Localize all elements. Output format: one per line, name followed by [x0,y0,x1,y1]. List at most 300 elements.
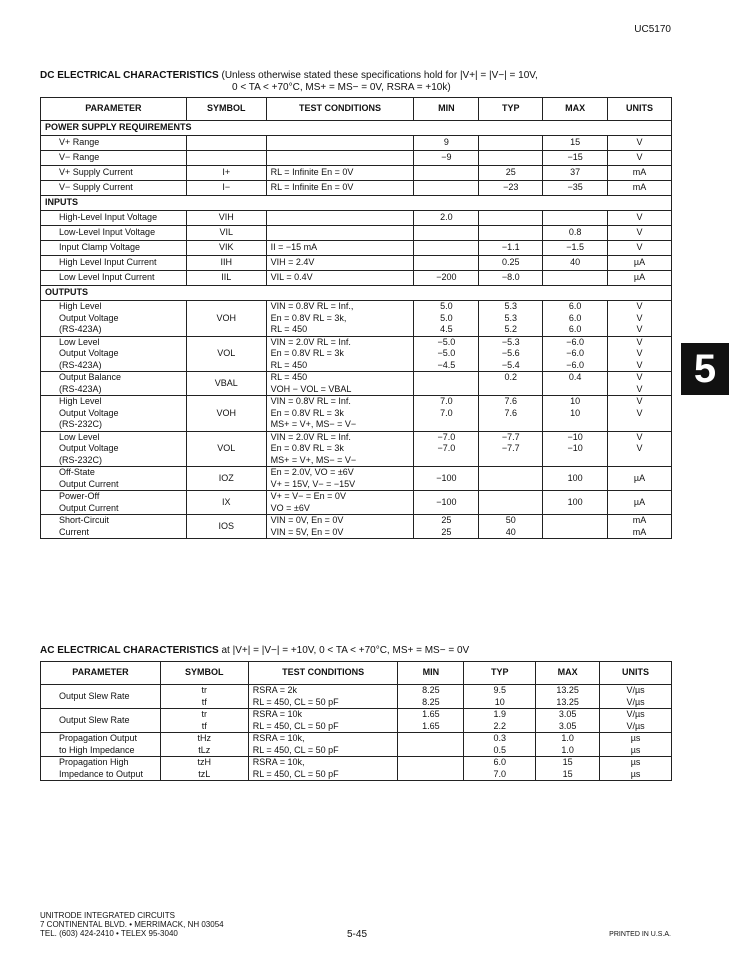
units-cell [600,733,672,757]
parameter-cell-line: High Level [59,396,102,406]
typ-cell [464,685,536,709]
typ-cell [479,491,543,515]
typ-cell-line: 10 [494,696,505,707]
max-cell [543,271,608,286]
test-conditions-cell [266,256,414,271]
max-cell-line: 100 [567,472,583,483]
max-cell-line: −6.0 [566,348,584,358]
min-cell-line: −5.0 [437,348,456,358]
test-conditions-cell [248,733,398,757]
test-conditions-cell-line: RSRA = 10k, [252,757,305,767]
test-conditions-cell-line: VIL = 0.4V [270,272,313,283]
parameter-cell-line: Output Slew Rate [59,714,130,725]
units-cell-line: mA [632,167,647,178]
units-cell [608,211,672,226]
units-cell-line: µs [630,768,641,779]
typ-cell [479,431,543,467]
footer-address: 7 CONTINENTAL BLVD. • MERRIMACK, NH 03054 [40,920,224,929]
parameter-cell [41,301,187,337]
typ-cell [479,181,543,196]
test-conditions-cell-line: RL = 450 [270,359,308,370]
table-row [41,372,672,396]
symbol-cell [160,733,248,757]
parameter-cell-line: Propagation High [59,757,129,767]
min-cell [414,181,479,196]
typ-cell-line: −5.6 [501,348,520,358]
min-cell-line: 4.5 [440,324,453,334]
test-conditions-cell-line: RL = 450 [270,372,308,382]
footer-contact: TEL. (603) 424-2410 • TELEX 95-3040 [40,929,178,938]
units-cell-line: mA [632,526,647,537]
typ-cell [464,733,536,757]
max-cell-line: 1.0 [561,733,574,743]
parameter-cell-line: Low-Level Input Voltage [59,227,156,238]
min-cell [414,301,479,337]
symbol-cell-line: tf [201,720,207,731]
dc-column-header: MAX [543,98,608,121]
test-conditions-cell [248,685,398,709]
typ-cell [464,709,536,733]
symbol-cell: VOH [186,301,266,337]
typ-cell-line: 7.6 [504,407,517,418]
max-cell-line: −6.0 [566,359,584,370]
min-cell [398,757,464,781]
units-cell-line: V [636,152,643,163]
units-cell [608,241,672,256]
symbol-cell [160,709,248,733]
test-conditions-cell [266,151,414,166]
symbol-cell: VBAL [186,372,266,396]
symbol-cell [186,136,266,151]
parameter-cell [41,396,187,432]
symbol-cell [160,685,248,709]
symbol-cell-line: tLz [198,744,211,755]
typ-cell-line [483,497,538,509]
test-conditions-cell-line: RL = 450, CL = 50 pF [252,768,339,779]
min-cell [414,211,479,226]
max-cell-line [547,384,603,396]
parameter-cell-line: Low Level [59,431,100,442]
test-conditions-cell-line [271,212,410,224]
typ-cell-line: 7.0 [493,768,507,779]
units-cell [608,166,672,181]
units-cell-line: V [636,383,643,394]
parameter-cell-line: Output Voltage [59,407,119,418]
min-cell-line: 8.25 [422,696,440,707]
min-cell-line [418,242,474,254]
typ-cell-line: 0.5 [493,744,507,755]
max-cell-line: 10 [570,396,581,406]
symbol-cell [186,151,266,166]
typ-cell-line: −5.3 [501,336,520,347]
symbol-cell-line: tr [201,709,208,719]
symbol-cell-line: tHz [197,733,212,743]
units-cell-line: V [636,336,643,347]
test-conditions-cell-line: En = 0.8V RL = 3k, [270,312,347,323]
max-cell [543,467,608,491]
dc-group-row [41,121,672,136]
test-conditions-cell [266,226,414,241]
min-cell-line: −4.5 [437,359,456,370]
units-cell-line: V [636,431,643,442]
test-conditions-cell-line: VO = ±6V [270,502,310,513]
parameter-cell [41,733,161,757]
min-cell-line: 7.0 [440,396,453,406]
min-cell [414,166,479,181]
min-cell-line: 8.25 [422,685,440,695]
part-number: UC5170 [634,24,671,35]
test-conditions-cell-line: VIN = 2.0V RL = Inf. [270,431,351,442]
typ-cell [479,396,543,432]
min-cell-line [418,182,474,194]
max-cell-line: 1.0 [561,744,574,755]
max-cell-line: 15 [562,757,573,767]
test-conditions-cell-line: MS+ = V+, MS− = V− [270,419,357,429]
max-cell [543,226,608,241]
dc-section-title [40,70,538,94]
min-cell [398,709,464,733]
symbol-cell: VIH [186,211,266,226]
parameter-cell [41,151,187,166]
typ-cell-line: 1.9 [493,709,507,719]
units-cell-line: µA [633,257,646,268]
parameter-cell [41,431,187,467]
min-cell [414,241,479,256]
symbol-cell: VOH [186,396,266,432]
units-cell-line: V [636,396,643,406]
printed-notice: PRINTED IN U.S.A. [609,931,671,938]
max-cell [543,211,608,226]
test-conditions-cell-line: RL = Infinite En = 0V [270,167,354,178]
max-cell-line [547,272,603,284]
symbol-cell-line: tf [201,696,207,707]
units-cell-line: µs [630,744,641,755]
min-cell-line [418,167,474,179]
ac-characteristics-table [40,661,672,781]
min-cell-line [402,757,459,769]
test-conditions-cell-line: VOH − VOL = VBAL [270,383,352,394]
units-cell-line: mA [632,515,647,525]
max-cell-line: 0.8 [568,227,582,238]
typ-cell-line: 0.3 [493,733,507,743]
typ-cell-line: 5.3 [504,301,517,311]
max-cell-line: 15 [562,768,573,779]
symbol-cell: VOL [186,336,266,372]
ac-column-header: SYMBOL [160,662,248,685]
min-cell-line [402,733,459,745]
test-conditions-cell-line: VIN = 0.8V RL = Inf., [270,301,354,311]
min-cell-line: 2.0 [440,212,453,223]
parameter-cell [41,491,187,515]
test-conditions-cell-line [271,227,410,239]
parameter-cell-line: Low Level Input Current [59,272,155,283]
test-conditions-cell [266,396,414,432]
units-cell [608,136,672,151]
parameter-cell [41,271,187,286]
parameter-cell-line: Input Clamp Voltage [59,242,141,253]
units-cell-line [612,419,667,431]
typ-cell-line [483,227,538,239]
parameter-cell-line: V− Supply Current [59,182,133,193]
typ-cell-line [483,212,538,224]
units-cell [608,256,672,271]
dc-header-row [41,98,672,121]
parameter-cell-line: (RS-423A) [59,324,102,334]
units-cell-line [612,455,667,467]
typ-cell-line: 9.5 [493,685,507,695]
test-conditions-cell-line: RL = 450, CL = 50 pF [252,696,339,707]
parameter-cell-line: (RS-232C) [59,419,103,429]
table-row [41,181,672,196]
min-cell-line: 5.0 [440,301,453,311]
max-cell-line: −1.5 [566,242,584,253]
units-cell-line: V [636,312,643,323]
units-cell-line: V [636,359,643,370]
typ-cell [479,467,543,491]
min-cell-line: −100 [436,472,457,483]
test-conditions-cell-line: II = −15 mA [270,242,318,253]
min-cell-line: −7.0 [437,443,456,453]
max-cell [543,336,608,372]
max-cell-line [547,527,603,539]
max-cell-line: 15 [570,137,581,148]
dc-group-title: POWER SUPPLY REQUIREMENTS [41,121,672,136]
min-cell [398,685,464,709]
min-cell [414,256,479,271]
parameter-cell [41,136,187,151]
parameter-cell-line: High-Level Input Voltage [59,212,158,223]
section-tab-5: 5 [681,343,729,395]
max-cell [543,396,608,432]
units-cell-line: mA [632,182,647,193]
test-conditions-cell-line: RL = 450, CL = 50 pF [252,720,339,731]
dc-group-row [41,286,672,301]
typ-cell [479,336,543,372]
parameter-cell-line: (RS-232C) [59,454,103,465]
typ-cell-line: 25 [505,167,516,178]
parameter-cell [41,372,187,396]
typ-cell-line: −5.4 [501,359,520,370]
typ-cell-line: 5.3 [504,312,517,323]
typ-cell-line: −8.0 [501,272,520,283]
typ-cell [464,757,536,781]
units-cell-line: V/µs [626,696,645,707]
parameter-cell-line: V+ Range [59,137,100,148]
min-cell-line [418,384,474,396]
units-cell-line: V/µs [626,709,645,719]
test-conditions-cell-line: RSRA = 10k [252,709,302,719]
test-conditions-cell [266,515,414,539]
test-conditions-cell [266,181,414,196]
units-cell-line: V [636,137,643,148]
min-cell-line: −100 [436,496,457,507]
max-cell-line [547,212,603,224]
max-cell [543,372,608,396]
parameter-cell-line: High Level Input Current [59,257,157,268]
typ-cell-line [483,455,538,467]
parameter-cell [41,709,161,733]
max-cell-line: 6.0 [568,301,582,311]
units-cell-line: V [636,227,643,238]
ac-column-header: UNITS [600,662,672,685]
min-cell-line: 5.0 [440,312,453,323]
max-cell [543,515,608,539]
min-cell-line: −7.0 [437,431,456,442]
test-conditions-cell-line: VIN = 0V, En = 0V [270,515,344,525]
parameter-cell-line: Power-Off [59,491,100,501]
min-cell-line: 25 [441,515,452,525]
units-cell-line: V/µs [626,685,645,695]
test-conditions-cell [266,241,414,256]
table-row [41,709,672,733]
dc-column-header: TYP [479,98,543,121]
parameter-cell-line: High Level [59,301,102,311]
min-cell [414,467,479,491]
min-cell [414,271,479,286]
typ-cell-line: 0.25 [501,257,520,268]
max-cell [543,431,608,467]
dc-group-title: INPUTS [41,196,672,211]
units-cell [608,226,672,241]
test-conditions-cell-line [271,152,410,164]
typ-cell [479,136,543,151]
parameter-cell [41,211,187,226]
test-conditions-cell [266,467,414,491]
max-cell-line: 100 [567,496,583,507]
max-cell-line: −10 [567,431,583,442]
table-row [41,685,672,709]
max-cell-line: 37 [570,167,581,178]
ac-title-rest: at |V+| = |V−| = +10V, 0 < TA < +70°C, MS+ = MS− = 0V [218,645,470,656]
ac-section-title [40,645,469,657]
typ-cell [479,515,543,539]
dc-column-header: PARAMETER [41,98,187,121]
test-conditions-cell [266,136,414,151]
test-conditions-cell [266,336,414,372]
max-cell-line: 6.0 [568,312,582,323]
max-cell-line: −35 [567,182,583,193]
table-row [41,256,672,271]
table-row [41,211,672,226]
parameter-cell-line: Short-Circuit [59,515,110,525]
test-conditions-cell-line: VIN = 2.0V RL = Inf. [270,336,351,347]
min-cell-line [402,769,459,781]
min-cell-line: 1.65 [422,709,440,719]
max-cell [536,757,600,781]
max-cell [543,151,608,166]
test-conditions-cell-line: RL = Infinite En = 0V [270,182,354,193]
typ-cell-line: 7.6 [504,396,517,406]
typ-cell-line [483,384,538,396]
max-cell [536,733,600,757]
test-conditions-cell-line: V+ = V− = En = 0V [270,491,346,501]
min-cell-line [418,372,474,384]
typ-cell-line: 5.2 [504,324,517,334]
min-cell-line: 9 [443,137,449,148]
symbol-cell: IOZ [186,467,266,491]
parameter-cell-line: to High Impedance [59,744,135,755]
min-cell [398,733,464,757]
parameter-cell [41,241,187,256]
max-cell-line: −6.0 [566,336,584,347]
ac-column-header: PARAMETER [41,662,161,685]
min-cell-line [418,455,474,467]
symbol-cell: IX [186,491,266,515]
table-row [41,396,672,432]
test-conditions-cell-line: MS+ = V+, MS− = V− [270,454,357,465]
max-cell-line: 13.25 [556,685,579,695]
min-cell-line: −5.0 [437,336,456,347]
table-row [41,226,672,241]
units-cell-line: µA [633,272,646,283]
table-row [41,336,672,372]
symbol-cell: I− [186,181,266,196]
typ-cell [479,151,543,166]
table-row [41,757,672,781]
min-cell [414,151,479,166]
max-cell-line: 3.05 [558,720,577,731]
units-cell [608,336,672,372]
parameter-cell [41,226,187,241]
test-conditions-cell [266,301,414,337]
test-conditions-cell-line: VIN = 0.8V RL = Inf. [270,396,351,406]
symbol-cell-line: tzH [197,757,212,767]
min-cell [414,515,479,539]
units-cell [600,757,672,781]
units-cell [608,301,672,337]
units-cell-line: µs [630,757,641,767]
typ-cell [479,241,543,256]
min-cell-line [418,257,474,269]
test-conditions-cell-line: RSRA = 2k [252,685,297,695]
test-conditions-cell [266,431,414,467]
max-cell-line: −15 [567,152,583,163]
dc-characteristics-table [40,97,672,539]
table-row [41,166,672,181]
parameter-cell-line: Output Current [59,478,119,489]
table-row [41,151,672,166]
units-cell [608,491,672,515]
ac-column-header: MAX [536,662,600,685]
min-cell-line: −9 [441,152,452,163]
parameter-cell-line: Current [59,526,90,537]
max-cell-line: 13.25 [556,696,579,707]
test-conditions-cell [248,757,398,781]
parameter-cell [41,515,187,539]
min-cell [414,136,479,151]
units-cell [608,515,672,539]
symbol-cell-line: tzL [198,768,211,779]
dc-column-header: SYMBOL [186,98,266,121]
parameter-cell-line: Impedance to Output [59,768,144,779]
min-cell-line: −200 [436,272,457,283]
max-cell [543,301,608,337]
typ-cell-line: 2.2 [493,720,507,731]
parameter-cell-line: Output Balance [59,372,122,382]
parameter-cell [41,181,187,196]
dc-column-header: MIN [414,98,479,121]
table-row [41,136,672,151]
test-conditions-cell-line: VIH = 2.4V [270,257,315,268]
test-conditions-cell [248,709,398,733]
units-cell [600,709,672,733]
ac-column-header: TYP [464,662,536,685]
units-cell-line: V [636,324,643,334]
test-conditions-cell-line: En = 2.0V, VO = ±6V [270,467,354,477]
min-cell [414,431,479,467]
typ-cell-line [483,137,538,149]
parameter-cell [41,256,187,271]
